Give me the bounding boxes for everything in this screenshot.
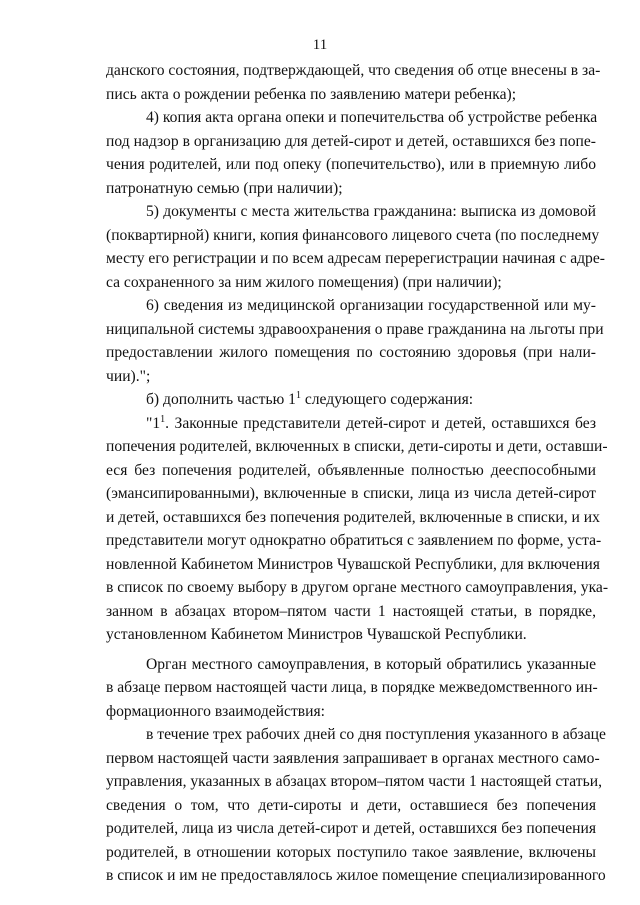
text-line: 4) копия акта органа опеки и попечительства об устройстве ребенка [146,109,598,126]
text-segment: "1 [146,414,161,432]
text-line: предоставлении жилого помещения по состоянию здоровья (при нали- [106,344,596,361]
text-segment: б) дополнить частью 1 [146,391,296,408]
text-segment: следующего содержания: [300,391,474,408]
text-line: формационного взаимодействия: [106,702,325,720]
text-line: еся без попечения родителей, объявленные полностью дееспособными [106,461,596,479]
text-line: пись акта о рождении ребенка по заявлению матери ребенка); [106,85,517,103]
text-line: (эмансипированными), включенные в списки, лица из числа детей-сирот [106,485,596,502]
text-line: данского состояния, подтверждающей, что сведения об отце внесены в за- [106,62,601,79]
text-line: и детей, оставшихся без попечения родителей, включенные в списки, и их [106,508,600,526]
text-line: родителей, лица из числа детей-сирот и детей, оставшихся без попечения [106,820,596,837]
text-line: ниципальной системы здравоохранения о праве гражданина на льготы при [106,320,604,338]
text-line-part-1-1 [106,412,596,436]
text-line: представители могут однократно обратиться с заявлением по форме, уста- [106,532,602,549]
text-line: Орган местного самоуправления, в который обратились указанные [146,655,596,673]
text-line: са сохраненного за ним жилого помещения) (при наличии); [106,273,502,291]
text-line: установленном Кабинетом Министров Чувашской Республики. [106,626,527,643]
text-line: первом настоящей части заявления запрашивает в органах местного само- [106,749,600,767]
text-line: занном в абзацах втором–пятом части 1 настоящей статьи, в порядке, [106,602,596,620]
text-line: 5) документы с места жительства гражданина: выписка из домовой [146,203,596,220]
text-segment: . Законные представители детей-сирот и детей, оставшихся без [165,414,596,432]
text-line: под надзор в организацию для детей-сирот и детей, оставшихся без попе- [106,132,596,150]
text-line: чения родителей, или под опеку (попечительство), или в приемную либо [106,156,596,173]
text-line: месту его регистрации и по всем адресам перерегистрации начиная с адре- [106,250,605,267]
text-line: попечения родителей, включенных в списки, дети-сироты и дети, оставши- [106,438,608,455]
document-body [106,59,609,888]
text-line: родителей, в отношении которых поступило такое заявление, включены [106,843,596,861]
text-line: управления, указанных в абзацах втором–пятом части 1 настоящей статьи, [106,773,602,790]
text-line: в список и им не предоставлялось жилое помещение специализированного [106,867,606,884]
superscript: 1 [160,413,166,425]
text-line: новленной Кабинетом Министров Чувашской Республики, для включения [106,555,600,573]
text-line: 6) сведения из медицинской организации государственной или му- [146,297,596,314]
superscript: 1 [295,390,301,401]
text-line-part-b [106,388,596,412]
text-line: чии)."; [106,367,151,385]
page-number: 11 [312,37,328,53]
text-line: в течение трех рабочих дней со дня поступления указанного в абзаце [146,726,606,743]
text-line: в абзаце первом настоящей части лица, в порядке межведомственного ин- [106,679,598,696]
text-line: в список по своему выбору в другом органе местного самоуправления, ука- [106,579,609,596]
text-line: сведения о том, что дети-сироты и дети, оставшиеся без попечения [106,796,596,814]
text-line: (поквартирной) книги, копия финансового лицевого счета (по последнему [106,226,600,244]
text-line: патронатную семью (при наличии); [106,179,343,197]
